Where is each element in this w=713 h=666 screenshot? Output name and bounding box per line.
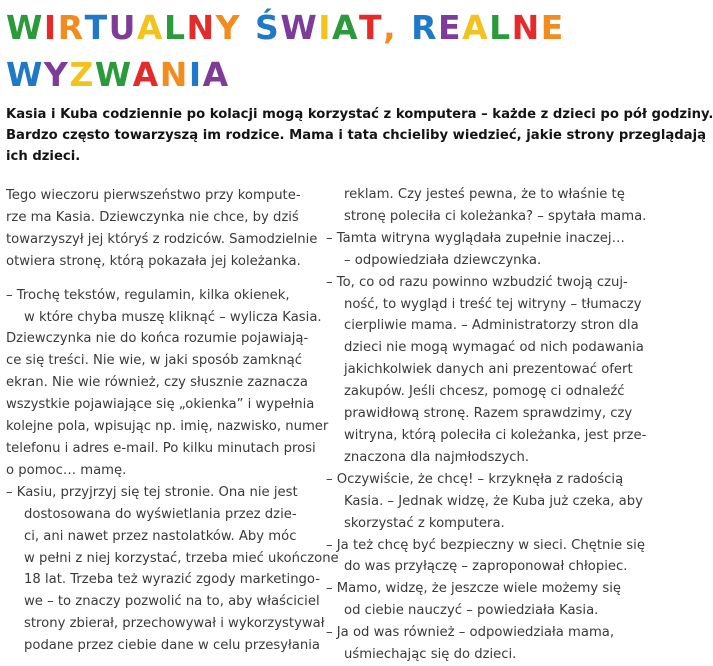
body-line: towarzyszył jej któryś z rodziców. Samodzielnie bbox=[6, 231, 318, 247]
title-letter: W bbox=[6, 55, 44, 94]
body-line: stronę poleciła ci koleżanka? – spytała mama. bbox=[344, 208, 647, 224]
body-line: znaczona dla najmłodszych. bbox=[344, 449, 530, 465]
body-line: dostosowana do wyświetlania przez dzie- bbox=[24, 506, 297, 522]
body-line: strony zbierał, przechowywał i wykorzystywał bbox=[24, 616, 325, 632]
body-line: od ciebie nauczyć – powiedziała Kasia. bbox=[344, 603, 599, 619]
body-line: prawidłową stronę. Razem sprawdzimy, czy bbox=[344, 406, 633, 422]
body-line: we – to znaczy pozwolić na to, aby właściciel bbox=[24, 594, 320, 610]
body-line: skorzystać z komputera. bbox=[344, 515, 505, 531]
title-letter: A bbox=[202, 55, 230, 94]
body-line: otwiera stronę, którą pokazała jej koleżanka. bbox=[6, 253, 301, 269]
body-line: Kasia. – Jednak widzę, że Kuba już czeka, aby bbox=[344, 493, 643, 509]
body-line: kolejne pola, wpisując np. imię, nazwisko, numer bbox=[6, 419, 329, 435]
body-line: rze ma Kasia. Dziewczynka nie chce, by dziś bbox=[6, 209, 299, 225]
lead-line: Bardzo często towarzyszą im rodzice. Mama i tata chcieliby wiedzieć, jakie strony przeglądają bbox=[6, 128, 706, 143]
title-letter: U bbox=[108, 8, 137, 47]
body-line: w które chyba muszę kliknąć – wylicza Kasia. bbox=[24, 309, 322, 325]
body-line: Dziewczynka nie do końca rozumie pojawiają- bbox=[6, 331, 309, 347]
body-line: do was przyłączę – zaproponował chłopiec. bbox=[344, 559, 628, 575]
title-line-1 bbox=[6, 4, 626, 51]
lead-paragraph bbox=[6, 104, 713, 167]
title-letter: N bbox=[511, 8, 541, 47]
lead-line: Kasia i Kuba codziennie po kolacji mogą korzystać z komputera – każde z dzieci po pół godziny. bbox=[6, 107, 713, 122]
body-line: ekran. Nie wie również, czy słusznie zaznacza bbox=[6, 375, 308, 391]
body-line: – Tamta witryna wyglądała zupełnie inaczej… bbox=[326, 230, 625, 246]
body-line: ność, to wygląd i treść tej witryny – tłumaczy bbox=[344, 296, 642, 312]
title-letter: N bbox=[186, 8, 216, 47]
body-line: – Trochę tekstów, regulamin, kilka okienek, bbox=[6, 287, 290, 303]
title-letter: Ś bbox=[255, 8, 281, 47]
title-letter: A bbox=[332, 8, 360, 47]
body-line: telefonu i adres e-mail. Po kilku minutach prosi bbox=[6, 440, 316, 456]
title-letter: E bbox=[540, 8, 565, 47]
right-column bbox=[326, 184, 647, 666]
title-line-2 bbox=[6, 51, 626, 98]
body-line: ce się treści. Nie wie, w jaki sposób zamknąć bbox=[6, 353, 302, 369]
title-letter: E bbox=[438, 8, 463, 47]
body-line: cierpliwie mama. – Administratorzy stron dla bbox=[344, 318, 639, 334]
title-letter: R bbox=[411, 8, 439, 47]
body-line: zakupów. Jeśli chcesz, pomogę ci odnaleźć bbox=[344, 384, 625, 400]
body-line: – odpowiedziała dziewczynka. bbox=[344, 252, 542, 268]
title-letter: L bbox=[489, 8, 512, 47]
title-letter: T bbox=[359, 8, 384, 47]
title-letter: N bbox=[159, 55, 189, 94]
body-line: podane przez ciebie dane w celu przesyłania bbox=[24, 638, 320, 654]
body-line: o pomoc… mamę. bbox=[6, 462, 127, 478]
body-line: dzieci nie mogą wymagać od nich podawania bbox=[344, 340, 644, 356]
body-line: ci, ani nawet przez nastolatków. Aby móc bbox=[24, 528, 297, 544]
body-line: reklam. Czy jesteś pewna, że to właśnie tę bbox=[344, 187, 625, 202]
title-letter: I bbox=[188, 55, 203, 94]
lead-line: ich dzieci. bbox=[6, 149, 81, 164]
body-line: – Kasiu, przyjrzyj się tej stronie. Ona nie jest bbox=[6, 484, 298, 500]
body-line: witryna, którą poleciła ci koleżanka, jest prze- bbox=[344, 427, 647, 443]
title-letter: Z bbox=[69, 55, 95, 94]
body-line: Tego wieczoru pierwszeństwo przy kompute- bbox=[6, 188, 301, 203]
title-letter: A bbox=[462, 8, 490, 47]
body-line: – Ja też chcę być bezpieczny w sieci. Chętnie się bbox=[326, 537, 645, 553]
title-letter: I bbox=[318, 8, 332, 47]
body-line: – Oczywiście, że chcę! – krzyknęła z radością bbox=[326, 471, 624, 487]
title-letter: A bbox=[132, 55, 160, 94]
title-letter: T bbox=[84, 8, 109, 47]
title-letter: A bbox=[136, 8, 164, 47]
body-line: wszystkie pojawiające się „okienka” i wypełnia bbox=[6, 397, 315, 413]
title-letter: R bbox=[57, 8, 85, 47]
title-letter: Y bbox=[215, 8, 242, 47]
title-letter: L bbox=[163, 8, 187, 47]
body-line: jakichkolwiek danych ani prezentować ofert bbox=[344, 362, 633, 378]
title-letter: W bbox=[94, 55, 133, 94]
left-column bbox=[6, 185, 339, 657]
title-letter: , bbox=[383, 8, 398, 47]
title-letter: Y bbox=[43, 55, 70, 94]
body-line: w pełni z niej korzystać, trzeba mieć ukończone bbox=[24, 550, 339, 566]
body-line: – Ja od was również – odpowiedziała mama, bbox=[326, 625, 615, 641]
title-letter: W bbox=[6, 8, 44, 47]
article-title bbox=[6, 4, 626, 98]
title-letter: I bbox=[43, 8, 58, 47]
body-line: – Mamo, widzę, że jeszcze wiele możemy się bbox=[326, 581, 622, 597]
title-letter: W bbox=[280, 8, 319, 47]
body-line: 18 lat. Trzeba też wyrazić zgody marketingo- bbox=[24, 572, 321, 588]
paragraph-gap bbox=[6, 273, 296, 285]
body-line: – To, co od razu powinno wzbudzić twoją czuj- bbox=[326, 274, 628, 290]
body-line: uśmiechając się do dzieci. bbox=[344, 647, 517, 663]
